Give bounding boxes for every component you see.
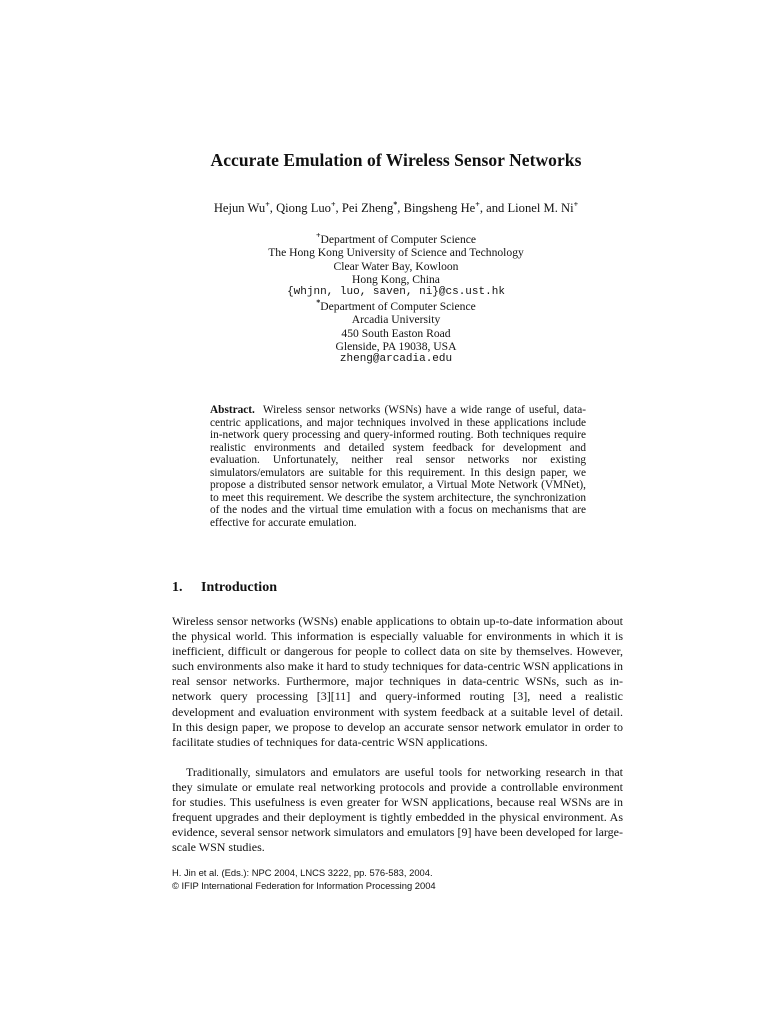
section-title: Introduction (201, 580, 277, 595)
affiliation-org: The Hong Kong University of Science and Technology (268, 246, 524, 260)
author-separator: , (335, 201, 342, 215)
copyright-footer (172, 866, 436, 892)
affiliation-email: {whjnn, luo, saven, ni}@cs.ust.hk (287, 286, 505, 299)
author-name: Hejun Wu (213, 201, 266, 215)
author-separator: , (397, 201, 404, 215)
affiliation-address-line1: Clear Water Bay, Kowloon (333, 259, 459, 273)
affiliation-dept-line (0, 300, 768, 313)
author-separator: , (269, 201, 277, 215)
affiliation-address-line1: 450 South Easton Road (341, 326, 451, 340)
affiliation-org: Arcadia University (351, 313, 441, 327)
author-mark: + (265, 199, 270, 209)
author-separator: , and (479, 201, 508, 215)
section-heading (172, 580, 277, 596)
affiliation-mark: * (316, 298, 321, 308)
affiliation-arcadia (0, 300, 768, 366)
paper-title: Accurate Emulation of Wireless Sensor Networks (210, 150, 582, 170)
abstract-label: Abstract. (210, 404, 255, 416)
affiliation-address-line2: Glenside, PA 19038, USA (335, 339, 457, 353)
author-name: Bingsheng He (403, 201, 476, 215)
author-mark: + (573, 199, 579, 209)
affiliation-dept: Department of Computer Science (320, 233, 477, 246)
affiliation-dept: Department of Computer Science (320, 300, 476, 313)
affiliation-dept-line (0, 233, 768, 246)
citation-line: H. Jin et al. (Eds.): NPC 2004, LNCS 3222, pp. 576-583, 2004. (172, 867, 433, 878)
author-name: Pei Zheng (341, 201, 394, 215)
author-name: Lionel M. Ni (507, 201, 574, 215)
section-number: 1. (172, 580, 183, 595)
author-mark: + (475, 199, 480, 209)
affiliation-hkust (0, 233, 768, 299)
author-list (0, 201, 768, 216)
author-name: Qiong Luo (276, 201, 331, 215)
affiliation-email: zheng@arcadia.edu (339, 353, 453, 366)
abstract-text: Wireless sensor networks (WSNs) have a wide range of useful, data-centric applications, and major techniques involved in these applications include in-network query processing and query-informed routing. Both techniques require realistic environments and detailed system feedback for development and evaluation. Unfortunately, neither real sensor networks nor existing simulators/emulators are suitable for this requirement. In this design paper, we propose a distributed sensor network emulator, a Virtual Mote Network (VMNet), to meet this requirement. We describe the system architecture, the synchronization of the nodes and the virtual time emulation with a focus on mechanisms that are effective for accurate emulation. (210, 404, 587, 529)
affiliation-mark: + (315, 231, 321, 241)
body-paragraph: Traditionally, simulators and emulators are useful tools for networking research in that they simulate or emulate real networking protocols and provide a controllable environment for studies. This usefulness is even greater for WSN applications, because real WSNs are in frequent upgrades and their deployment is tightly embedded in the physical environment. As evidence, several sensor network simulators and emulators [9] have been developed for large-scale WSN studies. (172, 765, 623, 855)
body-paragraph: Wireless sensor networks (WSNs) enable applications to obtain up-to-date information about the physical world. This information is especially valuable for environments in which it is inefficient, difficult or dangerous for people to collect data on site by themselves. However, such environments also make it hard to study techniques for data-centric WSN applications in real sensor networks. Furthermore, major techniques in data-centric WSNs, such as in-network query processing [3][11] and query-informed routing [3], need a realistic development and evaluation environment with system feedback at a suitable level of detail. In this design paper, we propose to develop an accurate sensor network emulator in order to facilitate studies of techniques for data-centric WSN applications. (172, 614, 623, 749)
author-mark: * (393, 199, 398, 209)
affiliation-address-line2: Hong Kong, China (352, 272, 440, 286)
abstract-block (210, 404, 586, 529)
copyright-line: © IFIP International Federation for Information Processing 2004 (172, 880, 436, 891)
author-mark: + (330, 199, 336, 209)
